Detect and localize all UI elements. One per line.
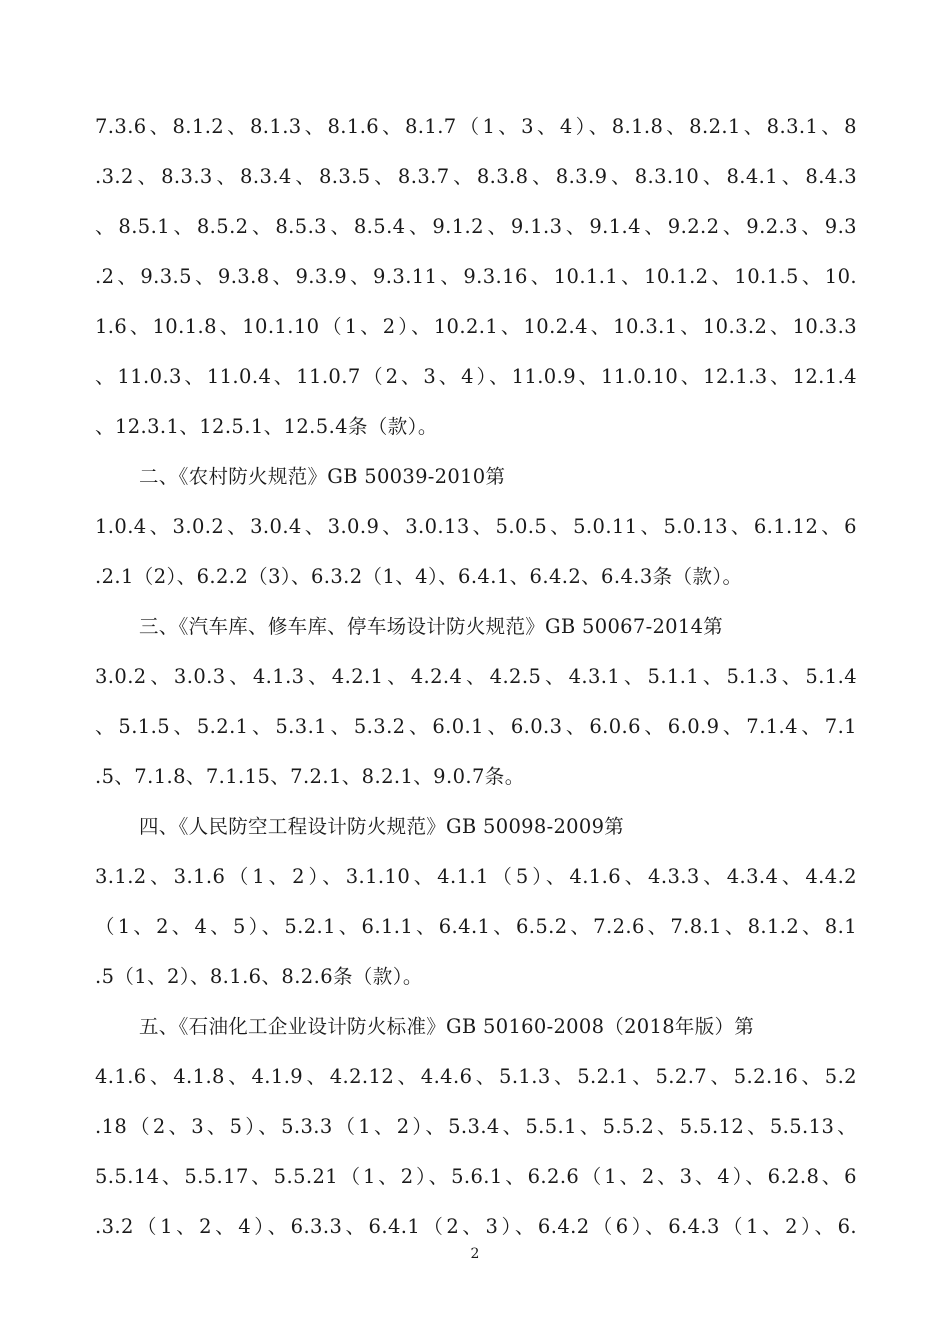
section-heading: 三、《汽车库、修车库、停车场设计防火规范》GB 50067-2014第 (139, 615, 724, 638)
section-heading: 二、《农村防火规范》GB 50039-2010第 (139, 465, 506, 488)
text-line: 1.0.4、3.0.2、3.0.4、3.0.9、3.0.13、5.0.5、5.0.11、5.0.13、6.1.12、6 (95, 515, 857, 538)
section-heading: 四、《人民防空工程设计防火规范》GB 50098-2009第 (139, 815, 625, 838)
text-line: .5、7.1.8、7.1.15、7.2.1、8.2.1、9.0.7条。 (95, 765, 525, 788)
text-line: 、12.3.1、12.5.1、12.5.4条（款）。 (95, 415, 438, 438)
text-line: 5.5.14、5.5.17、5.5.21（1、2）、5.6.1、6.2.6（1、2、3、4）、6.2.8、6 (95, 1165, 857, 1188)
text-line: 4.1.6、4.1.8、4.1.9、4.2.12、4.4.6、5.1.3、5.2.1、5.2.7、5.2.16、5.2 (95, 1065, 857, 1088)
document-body (95, 102, 857, 1252)
text-line: .2.1（2）、6.2.2（3）、6.3.2（1、4）、6.4.1、6.4.2、6.4.3条（款）。 (95, 565, 743, 588)
text-line: .2、9.3.5、9.3.8、9.3.9、9.3.11、9.3.16、10.1.1、10.1.2、10.1.5、10. (95, 265, 857, 288)
text-line: （1、2、4、5）、5.2.1、6.1.1、6.4.1、6.5.2、7.2.6、7.8.1、8.1.2、8.1 (95, 915, 857, 938)
text-line: 7.3.6、8.1.2、8.1.3、8.1.6、8.1.7（1、3、4）、8.1.8、8.2.1、8.3.1、8 (95, 115, 857, 138)
section-heading: 五、《石油化工企业设计防火标准》GB 50160-2008（2018年版）第 (139, 1015, 755, 1038)
text-line: 3.0.2、3.0.3、4.1.3、4.2.1、4.2.4、4.2.5、4.3.1、5.1.1、5.1.3、5.1.4 (95, 665, 857, 688)
text-line: 1.6、10.1.8、10.1.10（1、2）、10.2.1、10.2.4、10.3.1、10.3.2、10.3.3 (95, 315, 857, 338)
page-number: 2 (470, 1246, 480, 1262)
text-line: .18（2、3、5）、5.3.3（1、2）、5.3.4、5.5.1、5.5.2、5.5.12、5.5.13、 (95, 1115, 857, 1138)
text-line: 、8.5.1、8.5.2、8.5.3、8.5.4、9.1.2、9.1.3、9.1.4、9.2.2、9.2.3、9.3 (95, 215, 857, 238)
text-line: .5（1、2）、8.1.6、8.2.6条（款）。 (95, 965, 423, 988)
text-line: .3.2、8.3.3、8.3.4、8.3.5、8.3.7、8.3.8、8.3.9、8.3.10、8.4.1、8.4.3 (95, 165, 857, 188)
text-line: 、11.0.3、11.0.4、11.0.7（2、3、4）、11.0.9、11.0.10、12.1.3、12.1.4 (95, 365, 857, 388)
text-line: 、5.1.5、5.2.1、5.3.1、5.3.2、6.0.1、6.0.3、6.0.6、6.0.9、7.1.4、7.1 (95, 715, 857, 738)
text-line: .3.2（1、2、4）、6.3.3、6.4.1（2、3）、6.4.2（6）、6.4.3（1、2）、6. (95, 1215, 857, 1238)
text-line: 3.1.2、3.1.6（1、2）、3.1.10、4.1.1（5）、4.1.6、4.3.3、4.3.4、4.4.2 (95, 865, 857, 888)
